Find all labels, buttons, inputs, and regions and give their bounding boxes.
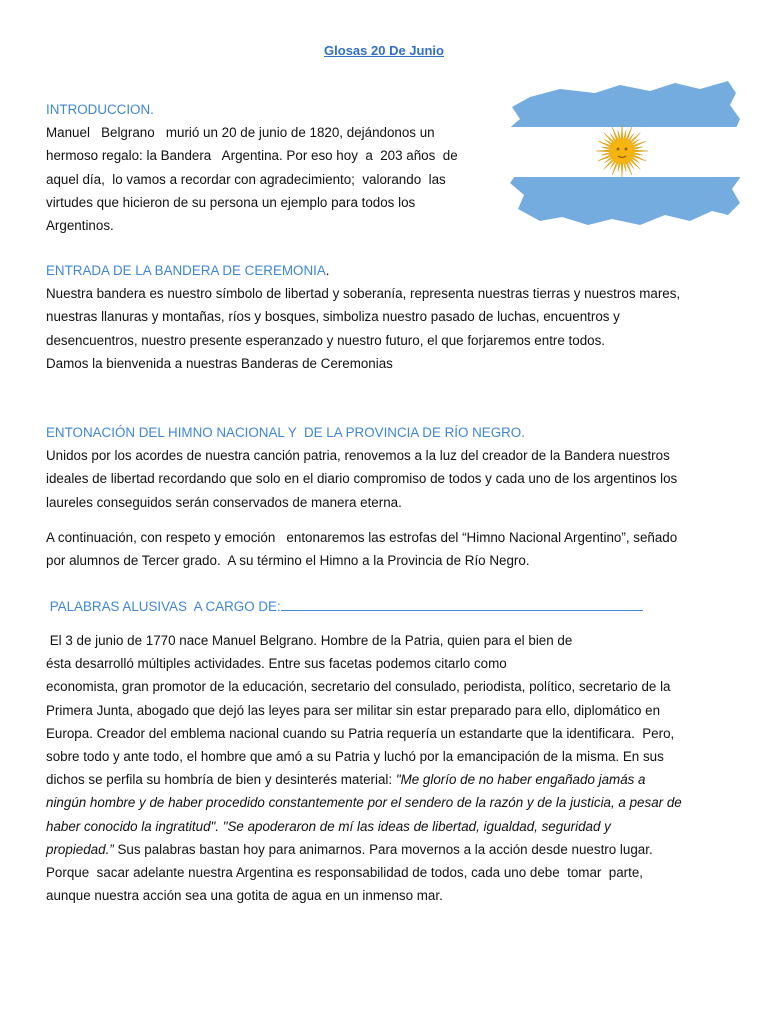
- speaker-blank-line: [281, 596, 643, 611]
- quote-text: propiedad.”: [46, 841, 114, 857]
- words-line: Europa. Creador del emblema nacional cuando su Patria requería un estandarte que la identificara. Pero,: [46, 725, 675, 741]
- flag-entry-line: Damos la bienvenida a nuestras Banderas de Ceremonias: [46, 355, 393, 371]
- words-line: Porque sacar adelante nuestra Argentina es responsabilidad de todos, cada uno debe tomar parte,: [46, 865, 644, 881]
- words-line: El 3 de junio de 1770 nace Manuel Belgrano. Hombre de la Patria, quien para el bien de: [46, 633, 573, 648]
- argentina-flag-image: [500, 75, 745, 230]
- flag-entry-section: [46, 259, 680, 375]
- anthem-section: [46, 421, 677, 514]
- words-line: sobre todo y ante todo, el hombre que amó a su Patria y luchó por la emancipación de la misma. En sus: [46, 749, 664, 765]
- intro-section: [46, 98, 458, 237]
- anthem-line: A continuación, con respeto y emoción entonaremos las estrofas del “Himno Nacional Argentino”, señado: [46, 530, 678, 545]
- anthem-line: laureles conseguidos serán conservados de manera eterna.: [46, 494, 402, 510]
- words-line: propiedad.” Sus palabras bastan hoy para animarnos. Para movernos a la acción desde nuestro lugar.: [46, 841, 653, 857]
- flag-top-stripe: [500, 75, 745, 127]
- intro-line: virtudes que hicieron de su persona un ejemplo para todos los: [46, 194, 416, 210]
- anthem-line: Unidos por los acordes de nuestra canción patria, renovemos a la luz del creador de la Bandera nuestros: [46, 448, 670, 464]
- words-line: aunque nuestra acción sea una gotita de agua en un inmenso mar.: [46, 888, 443, 904]
- intro-line: Manuel Belgrano murió un 20 de junio de 1820, dejándonos un: [46, 125, 435, 141]
- sun-of-may-icon: [596, 125, 648, 177]
- words-heading-row: [46, 595, 643, 618]
- words-line: ésta desarrolló múltiples actividades. Entre sus facetas podemos citarlo como: [46, 656, 507, 672]
- words-line: economista, gran promotor de la educación, secretario del consulado, periodista, político, secretario de la: [46, 679, 671, 695]
- anthem-paragraph-2: [46, 526, 677, 572]
- quote-text: "Me glorío de no haber engañado jamás a: [395, 772, 646, 788]
- intro-line: hermoso regalo: la Bandera Argentina. Por eso hoy a 203 años de: [46, 148, 458, 164]
- quote-text: haber conocido la ingratitud". "Se apoderaron de mí las ideas de libertad, igualdad, seguridad y: [46, 818, 611, 834]
- intro-line: Argentinos.: [46, 218, 114, 234]
- flag-bottom-stripe: [500, 177, 745, 230]
- anthem-line: ideales de libertad recordando que solo en el diario compromiso de todos y cada uno de los argentinos los: [46, 471, 678, 487]
- words-line: dichos se perfila su hombría de bien y desinterés material: "Me glorío de no haber engañado jamás a: [46, 772, 646, 788]
- anthem-line: por alumnos de Tercer grado. A su término el Himno a la Provincia de Río Negro.: [46, 553, 530, 569]
- intro-heading: INTRODUCCION.: [46, 102, 154, 117]
- document-title: Glosas 20 De Junio: [324, 43, 444, 58]
- words-heading: PALABRAS ALUSIVAS A CARGO DE:: [46, 595, 643, 618]
- flag-entry-line: nuestras llanuras y montañas, ríos y bosques, simboliza nuestro pasado de luchas, encuentros y: [46, 309, 620, 325]
- quote-text: ningún hombre y de haber procedido constantemente por el sendero de la razón y de la justicia, a pesar de: [46, 795, 682, 811]
- words-line: Primera Junta, abogado que dejó las leyes para ser militar sin estar preparado para ello, diplomático en: [46, 702, 661, 718]
- flag-entry-heading: ENTRADA DE LA BANDERA DE CEREMONIA.: [46, 263, 330, 278]
- anthem-heading: ENTONACIÓN DEL HIMNO NACIONAL Y DE LA PROVINCIA DE RÍO NEGRO.: [46, 425, 525, 440]
- flag-entry-line: desencuentros, nuestro presente esperanzado y nuestro futuro, el que forjaremos entre todos.: [46, 332, 606, 348]
- words-section: [46, 629, 722, 907]
- flag-entry-line: Nuestra bandera es nuestro símbolo de libertad y soberanía, representa nuestras tierras y nuestros mares,: [46, 286, 681, 302]
- intro-line: aquel día, lo vamos a recordar con agradecimiento; valorando las: [46, 171, 446, 187]
